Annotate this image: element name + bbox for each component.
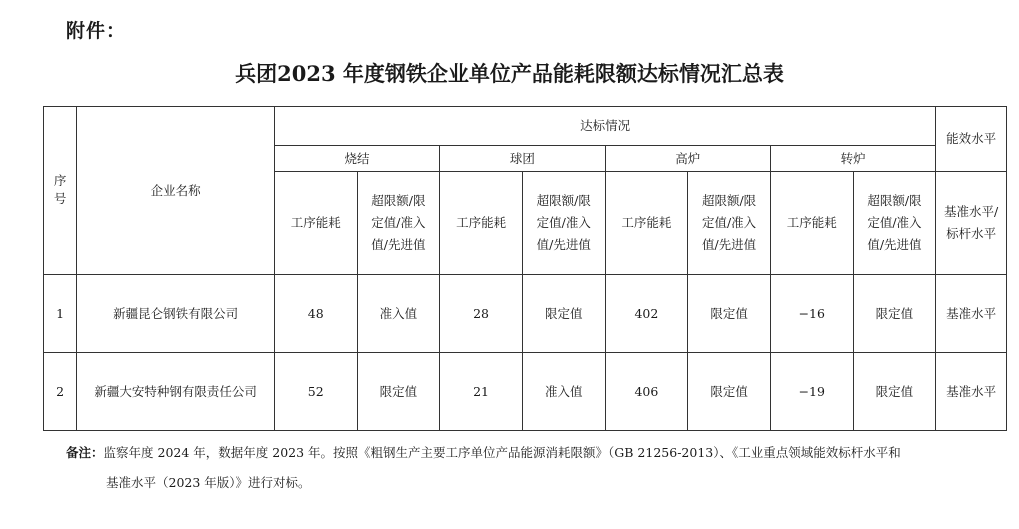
header-efficiency: 能效水平 (936, 107, 1007, 172)
note (66, 438, 966, 498)
row-sinter-standard: 准入值 (357, 275, 440, 353)
header-group-converter: 转炉 (770, 146, 935, 172)
header-standard: 超限额/限定值/准入值/先进值 (688, 172, 771, 275)
note-line-2: 基准水平（2023 年版）》进行对标。 (106, 475, 311, 490)
row-index: 1 (44, 275, 77, 353)
row-index: 2 (44, 353, 77, 431)
header-process-energy: 工序能耗 (274, 172, 357, 275)
header-process-energy: 工序能耗 (770, 172, 853, 275)
header-compliance: 达标情况 (274, 107, 935, 146)
row-pellet-standard: 准入值 (522, 353, 605, 431)
page-title: 兵团2023 年度钢铁企业单位产品能耗限额达标情况汇总表 (235, 61, 784, 86)
row-bf-energy: 402 (605, 275, 688, 353)
note-label: 备注： (66, 445, 104, 460)
row-sinter-standard: 限定值 (357, 353, 440, 431)
row-bf-energy: 406 (605, 353, 688, 431)
header-process-energy: 工序能耗 (440, 172, 523, 275)
header-company: 企业名称 (77, 107, 275, 275)
row-company: 新疆大安特种钢有限责任公司 (77, 353, 275, 431)
header-group-sinter: 烧结 (274, 146, 439, 172)
table-row (44, 353, 1007, 431)
row-pellet-standard: 限定值 (522, 275, 605, 353)
row-company: 新疆昆仑钢铁有限公司 (77, 275, 275, 353)
row-sinter-energy: 52 (274, 353, 357, 431)
header-standard: 超限额/限定值/准入值/先进值 (522, 172, 605, 275)
row-converter-standard: 限定值 (853, 353, 936, 431)
row-bf-standard: 限定值 (688, 353, 771, 431)
header-group-blast-furnace: 高炉 (605, 146, 770, 172)
row-pellet-energy: 28 (440, 275, 523, 353)
header-group-pellet: 球团 (440, 146, 605, 172)
header-level: 基准水平/标杆水平 (936, 172, 1007, 275)
header-process-energy: 工序能耗 (605, 172, 688, 275)
header-standard: 超限额/限定值/准入值/先进值 (853, 172, 936, 275)
table-row (44, 275, 1007, 353)
header-standard: 超限额/限定值/准入值/先进值 (357, 172, 440, 275)
note-line-1: 监察年度 2024 年，数据年度 2023 年。按照《粗钢生产主要工序单位产品能源消耗限额》（GB 21256-2013）、《工业重点领域能效标杆水平和 (103, 445, 901, 460)
row-converter-standard: 限定值 (853, 275, 936, 353)
header-index: 序号 (44, 107, 77, 275)
row-pellet-energy: 21 (440, 353, 523, 431)
row-bf-standard: 限定值 (688, 275, 771, 353)
row-efficiency-level: 基准水平 (936, 275, 1007, 353)
row-sinter-energy: 48 (274, 275, 357, 353)
attachment-label: 附件： (66, 20, 127, 42)
energy-compliance-table (43, 106, 1007, 431)
row-efficiency-level: 基准水平 (936, 353, 1007, 431)
row-converter-energy: −16 (770, 275, 853, 353)
row-converter-energy: −19 (770, 353, 853, 431)
